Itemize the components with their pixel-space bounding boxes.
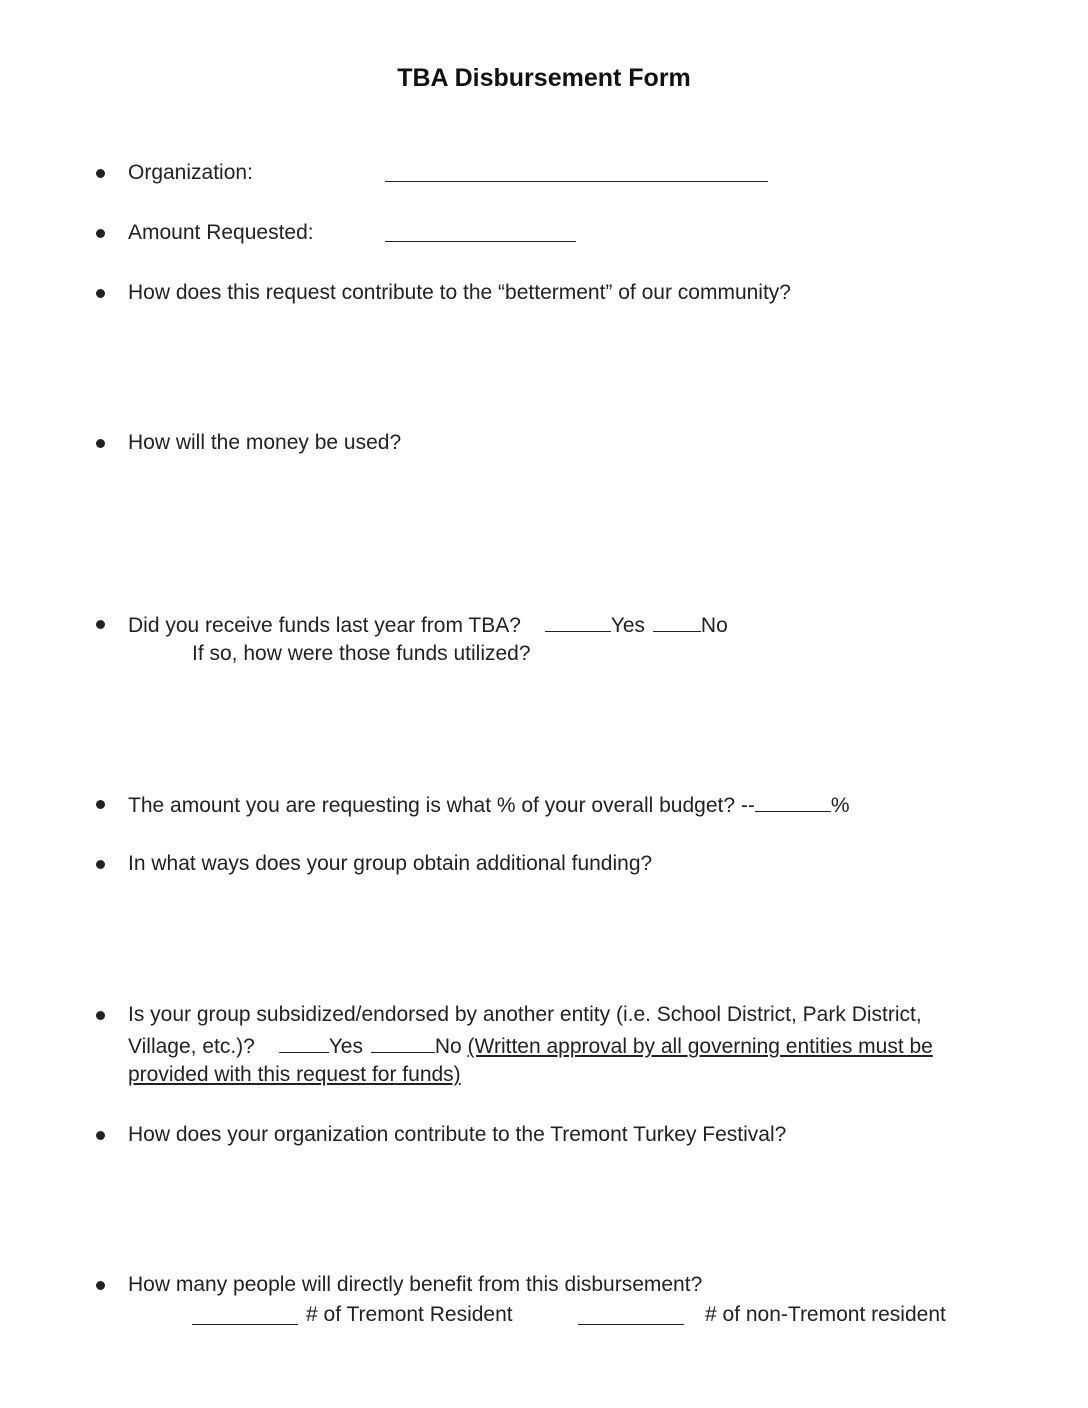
bullet-icon xyxy=(96,1011,105,1020)
funds-last-year-question: Did you receive funds last year from TBA? xyxy=(128,614,521,637)
bullet-icon xyxy=(96,439,105,448)
subsidized-yes-field[interactable] xyxy=(279,1030,329,1053)
subsidized-question-line1: Is your group subsidized/endorsed by another entity (i.e. School District, Park District, xyxy=(128,1003,922,1026)
betterment-question: How does this request contribute to the “betterment” of our community? xyxy=(128,281,791,304)
funds-no-label: No xyxy=(700,614,728,637)
funds-last-year-row xyxy=(128,609,728,641)
budget-question: The amount you are requesting is what % of your overall budget? -- xyxy=(128,794,755,817)
bullet-icon xyxy=(96,860,105,869)
bullet-icon xyxy=(96,620,105,629)
budget-row xyxy=(128,789,850,821)
percent-sign: % xyxy=(830,794,850,817)
money-use-question: How will the money be used? xyxy=(128,431,402,454)
tremont-resident-label: # of Tremont Resident xyxy=(306,1303,513,1326)
bullet-icon xyxy=(96,800,105,809)
bullet-icon xyxy=(96,229,105,238)
organization-field[interactable] xyxy=(385,181,768,182)
funds-yes-field[interactable] xyxy=(545,609,611,632)
amount-requested-field[interactable] xyxy=(385,241,576,242)
festival-question: How does your organization contribute to the Tremont Turkey Festival? xyxy=(128,1123,787,1146)
organization-label: Organization: xyxy=(128,161,253,184)
budget-percent-field[interactable] xyxy=(755,789,831,812)
bullet-icon xyxy=(96,1131,105,1140)
bullet-icon xyxy=(96,1281,105,1290)
tremont-resident-count-field[interactable] xyxy=(192,1324,298,1325)
written-approval-note-line1: (Written approval by all governing entities must be xyxy=(467,1035,933,1058)
subsidized-no-label: No xyxy=(434,1035,462,1058)
non-tremont-resident-label: # of non-Tremont resident xyxy=(705,1303,946,1326)
funds-utilized-question: If so, how were those funds utilized? xyxy=(192,642,531,665)
form-title: TBA Disbursement Form xyxy=(397,64,691,92)
subsidized-row xyxy=(128,1030,933,1062)
additional-funding-question: In what ways does your group obtain additional funding? xyxy=(128,852,653,875)
benefit-question: How many people will directly benefit from this disbursement? xyxy=(128,1273,703,1296)
non-tremont-resident-count-field[interactable] xyxy=(578,1324,684,1325)
subsidized-no-field[interactable] xyxy=(371,1030,435,1053)
subsidized-question-line2: Village, etc.)? xyxy=(128,1035,255,1058)
bullet-icon xyxy=(96,289,105,298)
written-approval-note-line2: provided with this request for funds) xyxy=(128,1063,461,1086)
funds-no-field[interactable] xyxy=(653,609,701,632)
amount-requested-label: Amount Requested: xyxy=(128,221,314,244)
funds-yes-label: Yes xyxy=(610,614,646,637)
bullet-icon xyxy=(96,169,105,178)
subsidized-yes-label: Yes xyxy=(328,1035,363,1058)
